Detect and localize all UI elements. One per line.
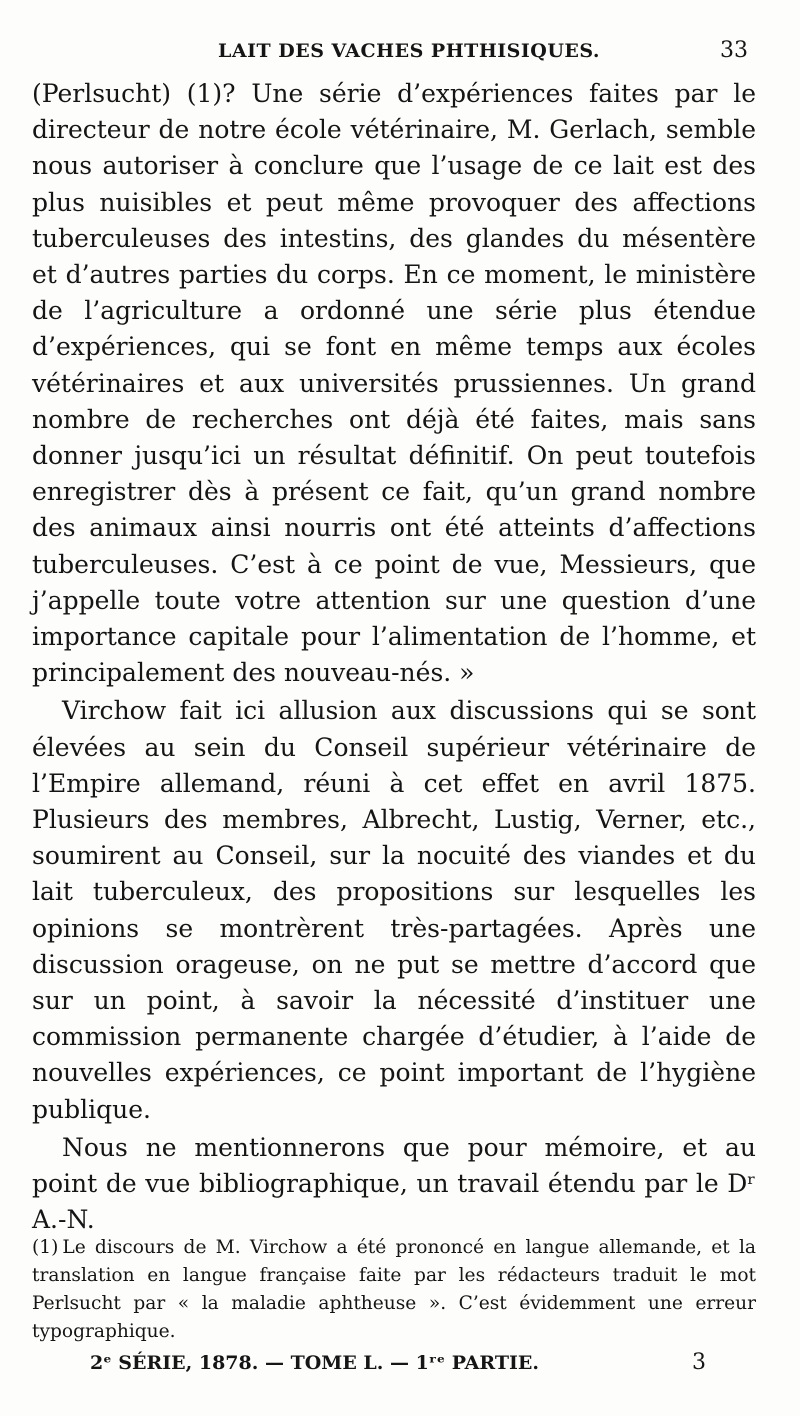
paragraph-virchow: Virchow fait ici allusion aux discussions qui se sont élevées au sein du Conseil supérieur vétérinaire de l’Empire allemand, réuni à cet effet en avril 1875. Plusieurs des membres, Albrecht, Lustig, Verner, etc., soumirent au Conseil, sur la nocuité des viandes et du lait tuberculeux, des propositions sur lesquelles les opinions se montrèrent très-partagées. Après une discussion orageuse, on ne put se mettre d’accord que sur un point, à savoir la nécessité d’instituer une commission permanente chargée d’étudier, à l’aide de nouvelles expériences, ce point important de l’hygiène publique. [32, 696, 756, 1124]
page-number: 33 [720, 38, 748, 63]
body-text [32, 76, 756, 1239]
footnote-text: Le discours de M. Virchow a été prononcé en langue allemande, et la translation en langue française faite par les rédacteurs traduit le mot Perlsucht par « la maladie aphtheuse ». C’est évidemment une erreur typographique. [32, 1237, 756, 1342]
paragraph-continuation: (Perlsucht) (1)? Une série d’expériences faites par le directeur de notre école vétérinaire, M. Gerlach, semble nous autoriser à conclure que l’usage de ce lait est des plus nuisibles et peut même provoquer des affections tuberculeuses des intestins, des glandes du mésentère et d’autres parties du corps. En ce moment, le ministère de l’agriculture a ordonné une série plus étendue d’expériences, qui se font en même temps aux écoles vétérinaires et aux universités prussiennes. Un grand nombre de recherches ont déjà été faites, mais sans donner jusqu’ici un résultat définitif. On peut toutefois enregistrer dès à présent ce fait, qu’un grand nombre des animaux ainsi nourris ont été atteints d’affections tuberculeuses. C’est à ce point de vue, Messieurs, que j’appelle toute votre attention sur une question d’une importance capitale pour l’alimentation de l’homme, et principalement des nouveau-nés. » [32, 79, 756, 688]
series-volume-line: 2ᵉ SÉRIE, 1878. — TOME L. — 1ʳᵉ PARTIE. [90, 1352, 539, 1374]
signature-line [32, 1352, 756, 1382]
paragraph-bibliography: Nous ne mentionnerons que pour mémoire, et au point de vue bibliographique, un travail étendu par le Dʳ A.-N. [32, 1132, 756, 1235]
running-title: LAIT DES VACHES PHTHISIQUES. [218, 40, 601, 62]
page-header [32, 40, 756, 70]
signature-number: 3 [692, 1350, 706, 1375]
book-page [32, 0, 756, 1416]
footnote [32, 1234, 756, 1346]
footnote-mark: (1) [32, 1237, 59, 1258]
